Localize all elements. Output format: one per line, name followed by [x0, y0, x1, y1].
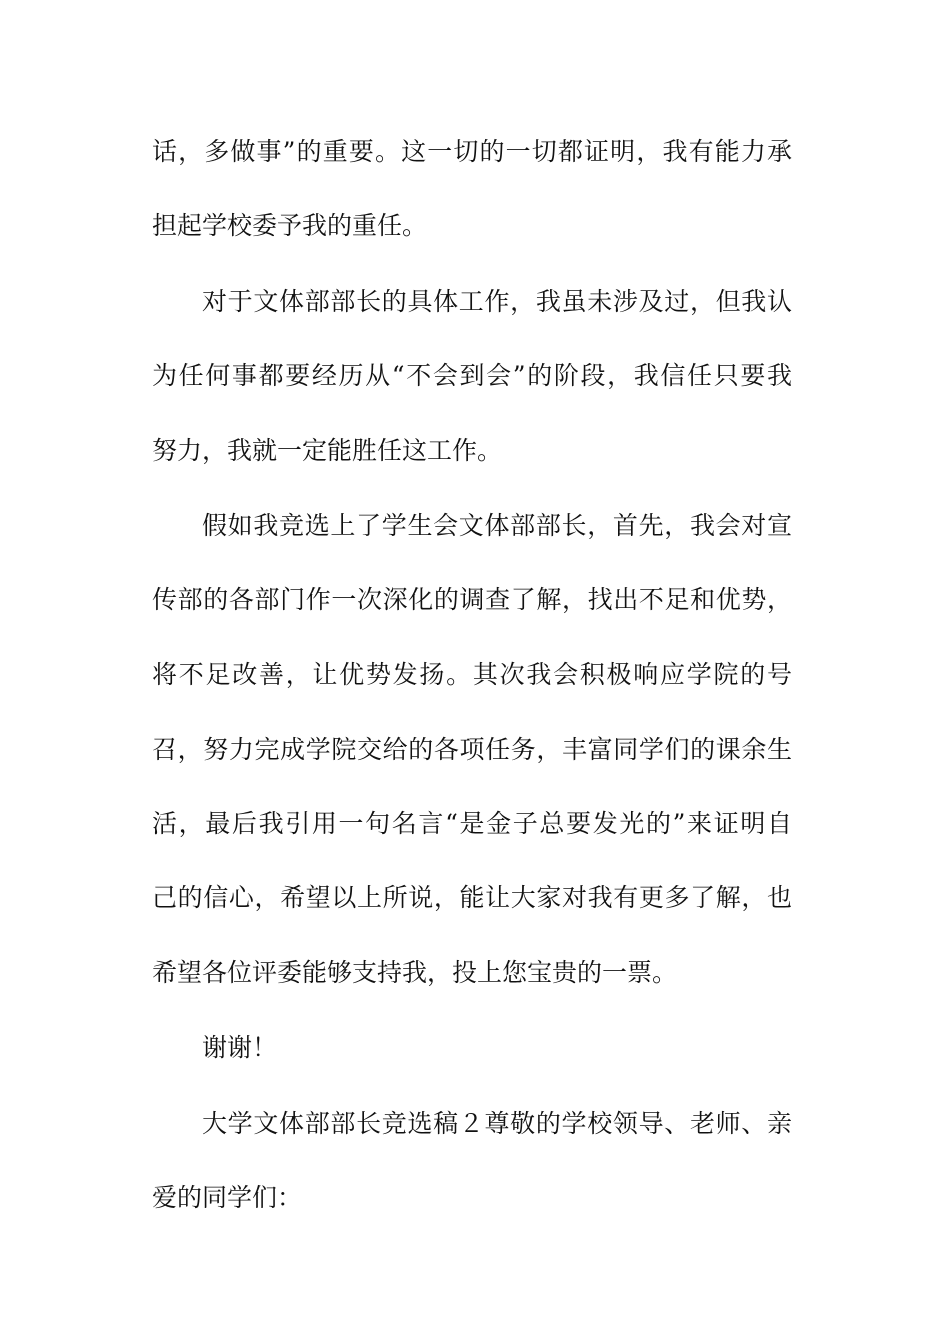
text-line: 为任何事都要经历从“不会到会”的阶段，我信任只要我	[152, 361, 792, 390]
text-line: 活，最后我引用一句名言“是金子总要发光的”来证明自	[152, 809, 792, 838]
text-line: 爱的同学们：	[152, 1183, 303, 1212]
paragraph-first-line: 大学文体部部长竞选稿２尊敬的学校领导、老师、亲	[202, 1109, 792, 1138]
text-line: 将不足改善，让优势发扬。其次我会积极响应学院的号	[152, 660, 792, 689]
text-line: 话，多做事”的重要。这一切的一切都证明，我有能力承	[152, 137, 792, 166]
paragraph-first-line: 对于文体部部长的具体工作，我虽未涉及过，但我认	[202, 287, 792, 316]
text-line: 希望各位评委能够支持我，投上您宝贵的一票。	[152, 958, 678, 987]
text-line: 召，努力完成学院交给的各项任务，丰富同学们的课余生	[152, 735, 792, 764]
text-line: 担起学校委予我的重任。	[152, 211, 428, 240]
paragraph-first-line: 假如我竞选上了学生会文体部部长，首先，我会对宣	[202, 511, 792, 540]
text-line: 己的信心，希望以上所说，能让大家对我有更多了解，也	[152, 883, 792, 912]
paragraph-first-line: 谢谢！	[202, 1033, 278, 1062]
text-line: 努力，我就一定能胜任这工作。	[152, 436, 503, 465]
text-line: 传部的各部门作一次深化的调查了解，找出不足和优势，	[152, 585, 792, 614]
